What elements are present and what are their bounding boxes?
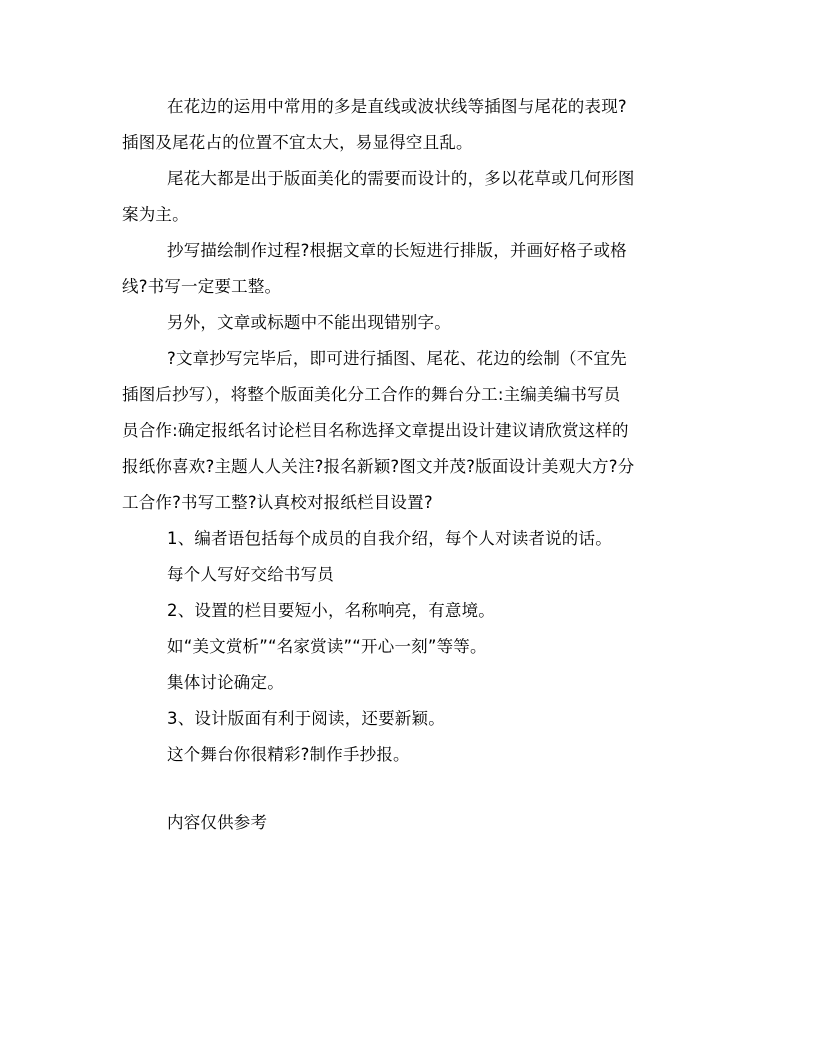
paragraph-line-4: 案为主。 [122,205,189,224]
paragraph-line-18: 3、设计版面有利于阅读，还要新颖。 [167,709,445,728]
paragraph-line-6: 线?书写一定要工整。 [122,277,282,296]
paragraph-line-12: 工合作?书写工整?认真校对报纸栏目设置? [122,493,433,512]
paragraph-line-16: 如“美文赏析”“名家赏读”“开心一刻”等等。 [167,637,487,656]
paragraph-line-14: 每个人写好交给书写员 [167,565,334,584]
paragraph-line-8: ?文章抄写完毕后，即可进行插图、尾花、花边的绘制（不宜先 [167,349,627,368]
paragraph-line-7: 另外，文章或标题中不能出现错别字。 [167,313,451,332]
paragraph-line-10: 员合作:确定报纸名讨论栏目名称选择文章提出设计建议请欣赏这样的 [122,421,629,440]
paragraph-line-17: 集体讨论确定。 [167,673,284,692]
paragraph-line-5: 抄写描绘制作过程?根据文章的长短进行排版，并画好格子或格 [167,241,627,260]
paragraph-line-3: 尾花大都是出于版面美化的需要而设计的，多以花草或几何形图 [167,169,635,188]
paragraph-line-13: 1、编者语包括每个成员的自我介绍，每个人对读者说的话。 [167,529,612,548]
paragraph-line-1: 在花边的运用中常用的多是直线或波状线等插图与尾花的表现? [167,97,627,116]
paragraph-line-2: 插图及尾花占的位置不宜太大，易显得空且乱。 [122,133,473,152]
paragraph-line-19: 这个舞台你很精彩?制作手抄报。 [167,745,410,764]
paragraph-line-9: 插图后抄写），将整个版面美化分工合作的舞台分工:主编美编书写员 [122,385,621,404]
footer-note: 内容仅供参考 [167,813,268,832]
paragraph-line-11: 报纸你喜欢?主题人人关注?报名新颖?图文并茂?版面设计美观大方?分 [122,457,635,476]
paragraph-line-15: 2、设置的栏目要短小，名称响亮，有意境。 [167,601,495,620]
